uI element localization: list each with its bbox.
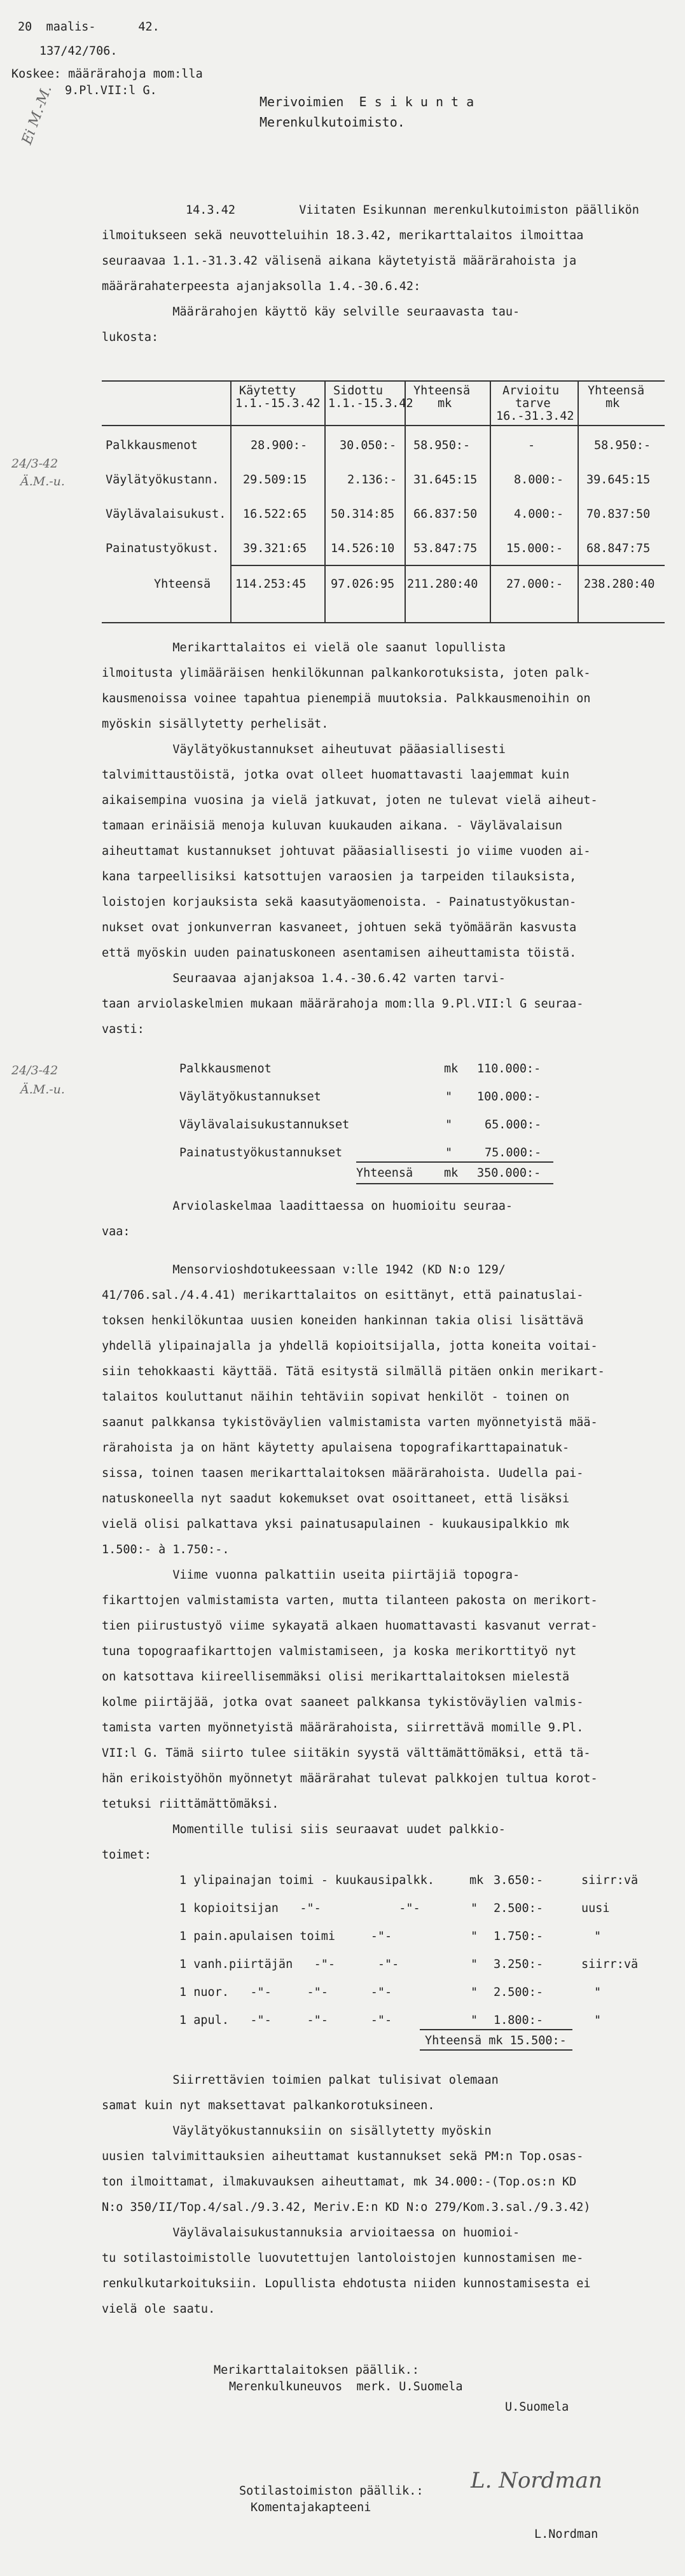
cell: 97.026:95 [331, 578, 395, 591]
post-label: 1 ylipainajan toimi - kuukausipalkk. [179, 1874, 434, 1887]
margin-note-stamp: Ei M.-M. [19, 83, 55, 147]
text-line: Siirrettävien toimien palkat tulisivat olemaan [102, 2074, 499, 2087]
estimate-amount: 75.000:- [485, 1146, 542, 1160]
cell: 53.847:75 [413, 542, 478, 555]
posts-total-rule [420, 2029, 572, 2030]
recipient-line-2: Merenkulkutoimisto. [259, 114, 405, 130]
text-line: aikaisempina vuosina ja vielä jatkuvat, joten ne tulevat vielä aiheut- [102, 794, 598, 807]
cell: 15.000:- [506, 542, 564, 555]
estimate-label: Palkkausmenot [179, 1062, 272, 1076]
text-line: tu sotilastoimistolle luovutettujen lantoloistojen kunnostamisen me- [102, 2252, 584, 2265]
cell: 39.321:65 [243, 542, 307, 555]
estimate-label: Väylätyökustannukset [179, 1090, 321, 1104]
cell: 68.847:75 [586, 542, 651, 555]
signature-title: Sotilastoimiston päällik.: [239, 2484, 424, 2498]
cell: 58.950:- [413, 439, 471, 452]
post-label: 1 pain.apulaisen toimi -"- [179, 1930, 392, 1943]
subject-line-1: Koskee: määrärahoja mom:lla [11, 67, 203, 81]
handwritten-signature: L. Nordman [471, 2468, 602, 2493]
table-margin-note: 24/3-42 [11, 457, 59, 471]
cell: 14.526:10 [331, 542, 395, 555]
text-line: 1.500:- à 1.750:-. [102, 1543, 230, 1556]
estimate-total-label: Yhteensä [356, 1167, 413, 1180]
text-line: taan arviolaskelmien mukaan määrärahoja mom:lla 9.Pl.VII:l G seuraa- [102, 997, 584, 1011]
post-status: uusi [581, 1902, 610, 1915]
text-line: toimet: [102, 1848, 151, 1862]
table-header: Yhteensä [413, 384, 471, 398]
text-line: tuna topograafikarttojen valmistamiseen, ja koska merikorttityö nyt [102, 1645, 577, 1658]
table-header: 16.-31.3.42 [496, 410, 574, 423]
text-line: tien piirustustyö viime sykayatä alkaen huomattavasti kasvanut verrat- [102, 1619, 598, 1633]
cell: 66.837:50 [413, 508, 478, 521]
cell: 4.000:- [514, 508, 564, 521]
table-header: mk [438, 397, 452, 410]
post-unit: " [471, 1958, 478, 1971]
text-line: vielä ole saatu. [102, 2302, 216, 2316]
cell: 50.314:85 [331, 508, 395, 521]
estimate-margin-note: 24/3-42 [11, 1063, 59, 1077]
post-status: " [594, 1986, 602, 1999]
row-label: Väylätyökustann. [106, 473, 219, 487]
cell: 29.509:15 [243, 473, 307, 487]
signature-title: Merikarttalaitoksen päällik.: [214, 2364, 420, 2377]
subject-line-2: 9.Pl.VII:l G. [65, 84, 157, 97]
signature-name: L.Nordman [534, 2528, 599, 2541]
post-unit: " [471, 1986, 478, 1999]
post-label: 1 apul. -"- -"- -"- [179, 2014, 392, 2027]
row-label: Palkkausmenot [106, 439, 198, 452]
estimate-unit: " [445, 1090, 453, 1104]
text-line: kolme piirtäjää, jotka ovat saaneet palkkansa tykistöväylien valmis- [102, 1696, 584, 1709]
posts-total: Yhteensä mk 15.500:- [425, 2034, 567, 2047]
cell: 2.136:- [347, 473, 397, 487]
estimate-label: Väylävalaisukustannukset [179, 1118, 350, 1132]
cell: 8.000:- [514, 473, 564, 487]
table-header: Yhteensä [588, 384, 645, 398]
estimate-label: Painatustyökustannukset [179, 1146, 343, 1160]
estimate-unit: mk [444, 1167, 459, 1180]
text-line: kana tarpeellisiksi katsottujen varaosien ja tarpeiden tilauksista, [102, 870, 577, 883]
estimate-amount: 110.000:- [477, 1062, 541, 1076]
text-line: Seuraavaa ajanjaksoa 1.4.-30.6.42 varten tarvi- [102, 972, 506, 985]
text-line: renkulkutarkoituksiin. Lopullista ehdotusta niiden kunnostamisesta ei [102, 2277, 591, 2290]
text-line: että myöskin uuden painatuskoneen asentamisen aiheuttamista töistä. [102, 946, 577, 960]
table-col-divider [490, 380, 491, 623]
text-line: 14.3.42 Viitaten Esikunnan merenkulkutoimiston päällikön [186, 204, 639, 217]
post-amount: 1.800:- [494, 2014, 543, 2027]
post-amount: 3.250:- [494, 1958, 543, 1971]
table-header: tarve [515, 397, 551, 410]
table-bottom-rule [102, 622, 665, 623]
text-line: tamista varten myönnetyistä määrärahoista, siirrettävä momille 9.Pl. [102, 1721, 584, 1735]
signature-rank: Merenkulkuneuvos merk. U.Suomela [229, 2380, 463, 2393]
doc-number: 137/42/706. [39, 45, 118, 58]
text-line: aiheuttamat kustannukset johtuvat pääasiallisesti jo viime vuoden ai- [102, 845, 591, 858]
post-unit: " [471, 2014, 478, 2027]
post-amount: 3.650:- [494, 1874, 543, 1887]
text-line: Momentille tulisi siis seuraavat uudet palkkio- [102, 1823, 506, 1836]
cell: 39.645:15 [586, 473, 651, 487]
signature-name: U.Suomela [505, 2400, 569, 2414]
cell: 211.280:40 [407, 578, 478, 591]
post-label: 1 kopioitsijan -"- -"- [179, 1902, 420, 1915]
cell: 70.837:50 [586, 508, 651, 521]
text-line: VII:l G. Tämä siirto tulee siitäkin syystä välttämättömäksi, että tä- [102, 1747, 591, 1760]
text-line: samat kuin nyt maksettavat palkankorotuksineen. [102, 2099, 435, 2112]
text-line: fikarttojen valmistamista varten, mutta tilanteen pakosta on merikort- [102, 1594, 598, 1607]
text-line: toksen henkilökuntaa uusien koneiden hankinnan takia olisi lisättävä [102, 1314, 584, 1327]
estimate-unit: mk [444, 1062, 459, 1076]
text-line: Mensorvioshdotukeessaan v:lle 1942 (KD N:o 129/ [102, 1263, 506, 1277]
post-unit: " [471, 1902, 478, 1915]
table-header: 1.1.-15.3.42 [328, 397, 413, 410]
text-line: ton ilmoittamat, ilmakuvauksen aiheuttamat, mk 34.000:-(Top.os:n KD [102, 2175, 577, 2189]
post-status: siirr:vä [581, 1874, 639, 1887]
cell: 31.645:15 [413, 473, 478, 487]
post-status: " [594, 2014, 602, 2027]
table-col-divider [324, 380, 326, 623]
text-line: vaa: [102, 1225, 130, 1238]
table-header: Sidottu [333, 384, 383, 398]
posts-double-rule [420, 2049, 572, 2051]
table-header: Käytetty [239, 384, 296, 398]
estimate-total-rule [356, 1161, 553, 1163]
text-line: Väylävalaisukustannuksia arvioitaessa on huomioi- [102, 2226, 520, 2240]
text-line: Viime vuonna palkattiin useita piirtäjiä topogra- [102, 1568, 520, 1582]
text-line: vasti: [102, 1023, 144, 1036]
text-line: määrärahaterpeesta ajanjaksolla 1.4.-30.6.42: [102, 280, 421, 293]
post-amount: 2.500:- [494, 1902, 543, 1915]
recipient-line-1: Merivoimien E s i k u n t a [259, 94, 474, 109]
post-status: siirr:vä [581, 1958, 639, 1971]
total-label: Yhteensä [154, 578, 211, 591]
text-line: hän erikoistyöhön myönnetyt määrärahat tulevat palkkojen tultua korot- [102, 1772, 598, 1785]
table-header: 1.1.-15.3.42 [235, 397, 321, 410]
text-line: tamaan erinäisiä menoja kuluvan kuukauden aikana. - Väylävalaisun [102, 819, 562, 833]
text-line: sissa, toinen taasen merikarttalaitoksen määrärahoista. Uudella pai- [102, 1467, 584, 1480]
post-unit: mk [469, 1874, 484, 1887]
cell: - [528, 439, 536, 452]
doc-date-line: 20 maalis- 42. [18, 20, 160, 34]
estimate-margin-note: Ä.M.-u. [20, 1083, 65, 1097]
table-top-rule [102, 380, 665, 382]
signature-rank: Komentajakapteeni [251, 2501, 371, 2514]
cell: 30.050:- [340, 439, 397, 452]
text-line: myöskin sisällytetty perhelisät. [102, 717, 329, 731]
post-unit: " [471, 1930, 478, 1943]
text-line: Määrärahojen käyttö käy selville seuraavasta tau- [102, 305, 520, 319]
post-status: " [594, 1930, 602, 1943]
text-line: tetuksi riittämättömäksi. [102, 1797, 279, 1811]
post-label: 1 vanh.piirtäjän -"- -"- [179, 1958, 399, 1971]
post-amount: 2.500:- [494, 1986, 543, 1999]
text-line: vielä olisi palkattava yksi painatusapulainen - kuukausipalkkio mk [102, 1518, 570, 1531]
text-line: N:o 350/II/Top.4/sal./9.3.42, Meriv.E:n KD N:o 279/Kom.3.sal./9.3.42) [102, 2201, 591, 2214]
row-label: Väylävalaisukust. [106, 508, 226, 521]
text-line: loistojen korjauksista sekä kaasutyäomenoista. - Painatustyökustan- [102, 896, 577, 909]
text-line: Arviolaskelmaa laadittaessa on huomioitu seuraa- [102, 1200, 513, 1213]
cell: 238.280:40 [584, 578, 655, 591]
table-margin-note: Ä.M.-u. [20, 474, 65, 488]
post-amount: 1.750:- [494, 1930, 543, 1943]
cell: 58.950:- [594, 439, 651, 452]
text-line: saanut palkkansa tykistöväylien valmistamista varten myönnetyistä mää- [102, 1416, 598, 1429]
estimate-amount: 65.000:- [485, 1118, 542, 1132]
text-line: kausmenoissa voinee tapahtua pienempiä muutoksia. Palkkausmenoihin on [102, 692, 591, 705]
estimate-unit: " [445, 1146, 453, 1160]
table-header: Arvioitu [502, 384, 560, 398]
cell: 16.522:65 [243, 508, 307, 521]
table-col-divider [578, 380, 579, 623]
text-line: Merikarttalaitos ei vielä ole saanut lopullista [102, 641, 506, 654]
text-line: ilmoitusta ylimääräisen henkilökunnan palkankorotuksista, joten palk- [102, 667, 591, 680]
text-line: rärahoista ja on hänt käytetty apulaisena topografikarttapainatuk- [102, 1441, 570, 1455]
text-line: 41/706.sal./4.4.41) merikarttalaitos on esittänyt, että painatuslai- [102, 1289, 584, 1302]
estimate-amount: 350.000:- [477, 1167, 541, 1180]
text-line: Väylätyökustannuksiin on sisällytetty myöskin [102, 2124, 492, 2138]
post-label: 1 nuor. -"- -"- -"- [179, 1986, 392, 1999]
table-col-divider [230, 380, 232, 623]
cell: 27.000:- [506, 578, 564, 591]
text-line: nukset ovat jonkunverran kasvaneet, johtuen sekä työmäärän kasvusta [102, 921, 577, 934]
text-line: uusien talvimittauksien aiheuttamat kustannukset sekä PM:n Top.osas- [102, 2150, 584, 2163]
text-line: on katsottava kiireellisemmäksi olisi merikarttalaitoksen mielestä [102, 1670, 570, 1684]
text-line: yhdellä ylipainajalla ja yhdellä kopioitsijalla, jotta koneita voitai- [102, 1340, 598, 1353]
text-line: ilmoitukseen sekä neuvotteluihin 18.3.42, merikarttalaitos ilmoittaa [102, 229, 584, 242]
table-header-rule [102, 425, 665, 426]
text-line: Väylätyökustannukset aiheutuvat pääasiallisesti [102, 743, 506, 756]
estimate-amount: 100.000:- [477, 1090, 541, 1104]
text-line: siin tehokkaasti käyttää. Tätä esitystä silmällä pitäen onkin merikart- [102, 1365, 605, 1378]
table-total-rule [230, 565, 665, 566]
table-header: mk [605, 397, 620, 410]
cell: 114.253:45 [235, 578, 307, 591]
text-line: seuraavaa 1.1.-31.3.42 välisenä aikana käytetyistä määrärahoista ja [102, 254, 577, 268]
text-line: lukosta: [102, 331, 159, 344]
estimate-unit: " [445, 1118, 453, 1132]
text-line: talvimittaustöistä, jotka ovat olleet huomattavasti laajemmat kuin [102, 768, 570, 782]
cell: 28.900:- [251, 439, 308, 452]
text-line: talaitos kouluttanut näihin tehtäviin sopivat henkilöt - toinen on [102, 1390, 570, 1404]
table-col-divider [405, 380, 406, 623]
row-label: Painatustyökust. [106, 542, 219, 555]
estimate-double-rule [356, 1183, 553, 1184]
text-line: natuskoneella nyt saadut kokemukset ovat osoittaneet, että lisäksi [102, 1492, 570, 1506]
